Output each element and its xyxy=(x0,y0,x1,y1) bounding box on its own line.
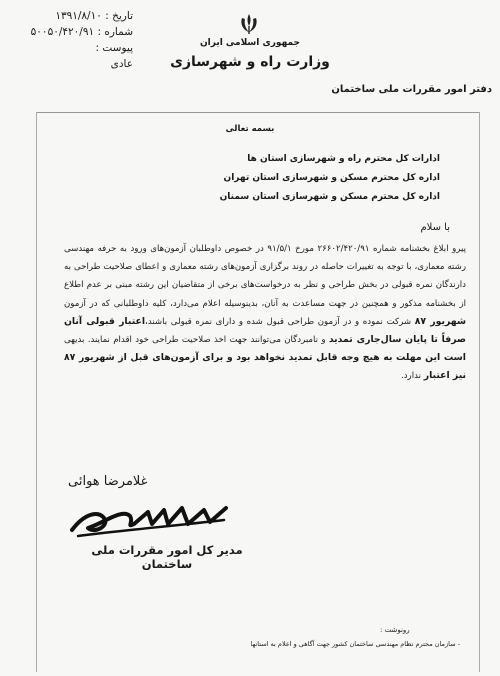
letter-header-block xyxy=(8,8,133,72)
attachment-label: پیوست : xyxy=(95,42,133,54)
body-bold-3: است این مهلت به هیچ وجه قابل تمدید نخواهد بود و برای آزمون‌های قبل از شهریور ۸۷ نیز اعتبار xyxy=(64,352,466,382)
letter-body xyxy=(64,240,466,386)
office-name: دفتر امور مقررات ملی ساختمان xyxy=(331,84,492,95)
recipients-list xyxy=(140,150,440,207)
bismillah-heading: بسمه تعالی xyxy=(225,124,275,134)
cc-recipient: - سازمان محترم نظام مهندسی ساختمان کشور جهت آگاهی و اعلام به استانها xyxy=(250,640,460,648)
number-value: ۵۰۰۵۰/۴۲۰/۹۱ xyxy=(30,26,95,38)
government-name: جمهوری اسلامی ایران xyxy=(199,38,301,48)
recipient-item: ادارات کل محترم راه و شهرسازی استان ها xyxy=(247,154,440,164)
cc-label: رونوشت : xyxy=(380,626,410,634)
date-row xyxy=(8,8,133,24)
body-part-2: شرکت نموده و در آزمون طراحی قبول شده و دارای نمره قبولی باشند، xyxy=(145,316,412,327)
classification-label: عادی xyxy=(110,58,133,70)
greeting: با سلام xyxy=(420,222,450,233)
body-part-1: پیرو ابلاغ بخشنامه شماره ۲۶۶۰۲/۴۲۰/۹۱ مورخ ۹۱/۵/۱ در خصوص داوطلبان آزمون‌های ورود به حرفه مهندسی رشته معماری، با توجه به تغییرات حاصله در روند برگزاری آزمون‌های رشته معماری و اعطای صلاحیت طراحی به دارندگان نمره قبولی در بخش طراحی و نظر به درخواست‌های برخی از متقاضیان این رشته مبنی بر عدم اطلاع از بخشنامه مذکور و همچنین در جهت مساعدت به آنان، بدینوسیله اعلام می‌دارد، کلیه داوطلبانی که در آزمون xyxy=(64,244,467,309)
frame-top-rule xyxy=(36,112,480,113)
body-part-4: ندارد. xyxy=(400,371,421,382)
body-part-3: و نامبردگان می‌توانند جهت اخذ صلاحیت طراحی خود اقدام نمایند. بدیهی xyxy=(64,335,326,346)
ministry-name: وزارت راه و شهرسازی xyxy=(170,54,330,70)
recipient-item: اداره کل محترم مسکن و شهرسازی استان سمنان xyxy=(219,192,440,202)
body-bold-2: اعتبار قبولی آنان صرفاً تا پایان سال‌جاری تمدید xyxy=(64,315,466,346)
date-label: تاریخ : xyxy=(105,10,133,22)
frame-right-rule xyxy=(479,112,480,672)
body-bold-1: شهریور ۸۷ xyxy=(414,315,467,327)
signatory-title: مدیر کل امور مقررات ملی ساختمان xyxy=(91,543,243,571)
attachment-row xyxy=(8,40,133,56)
date-value: ۱۳۹۱/۸/۱۰ xyxy=(55,10,102,22)
number-row xyxy=(8,24,133,40)
recipient-item: اداره کل محترم مسکن و شهرسازی استان تهران xyxy=(223,173,440,183)
number-label: شماره : xyxy=(97,26,133,38)
frame-left-rule xyxy=(36,112,37,672)
handwritten-signature-icon xyxy=(64,496,234,542)
iran-emblem-icon xyxy=(236,12,262,36)
signatory-name: غلامرضا هوائی xyxy=(68,474,148,489)
